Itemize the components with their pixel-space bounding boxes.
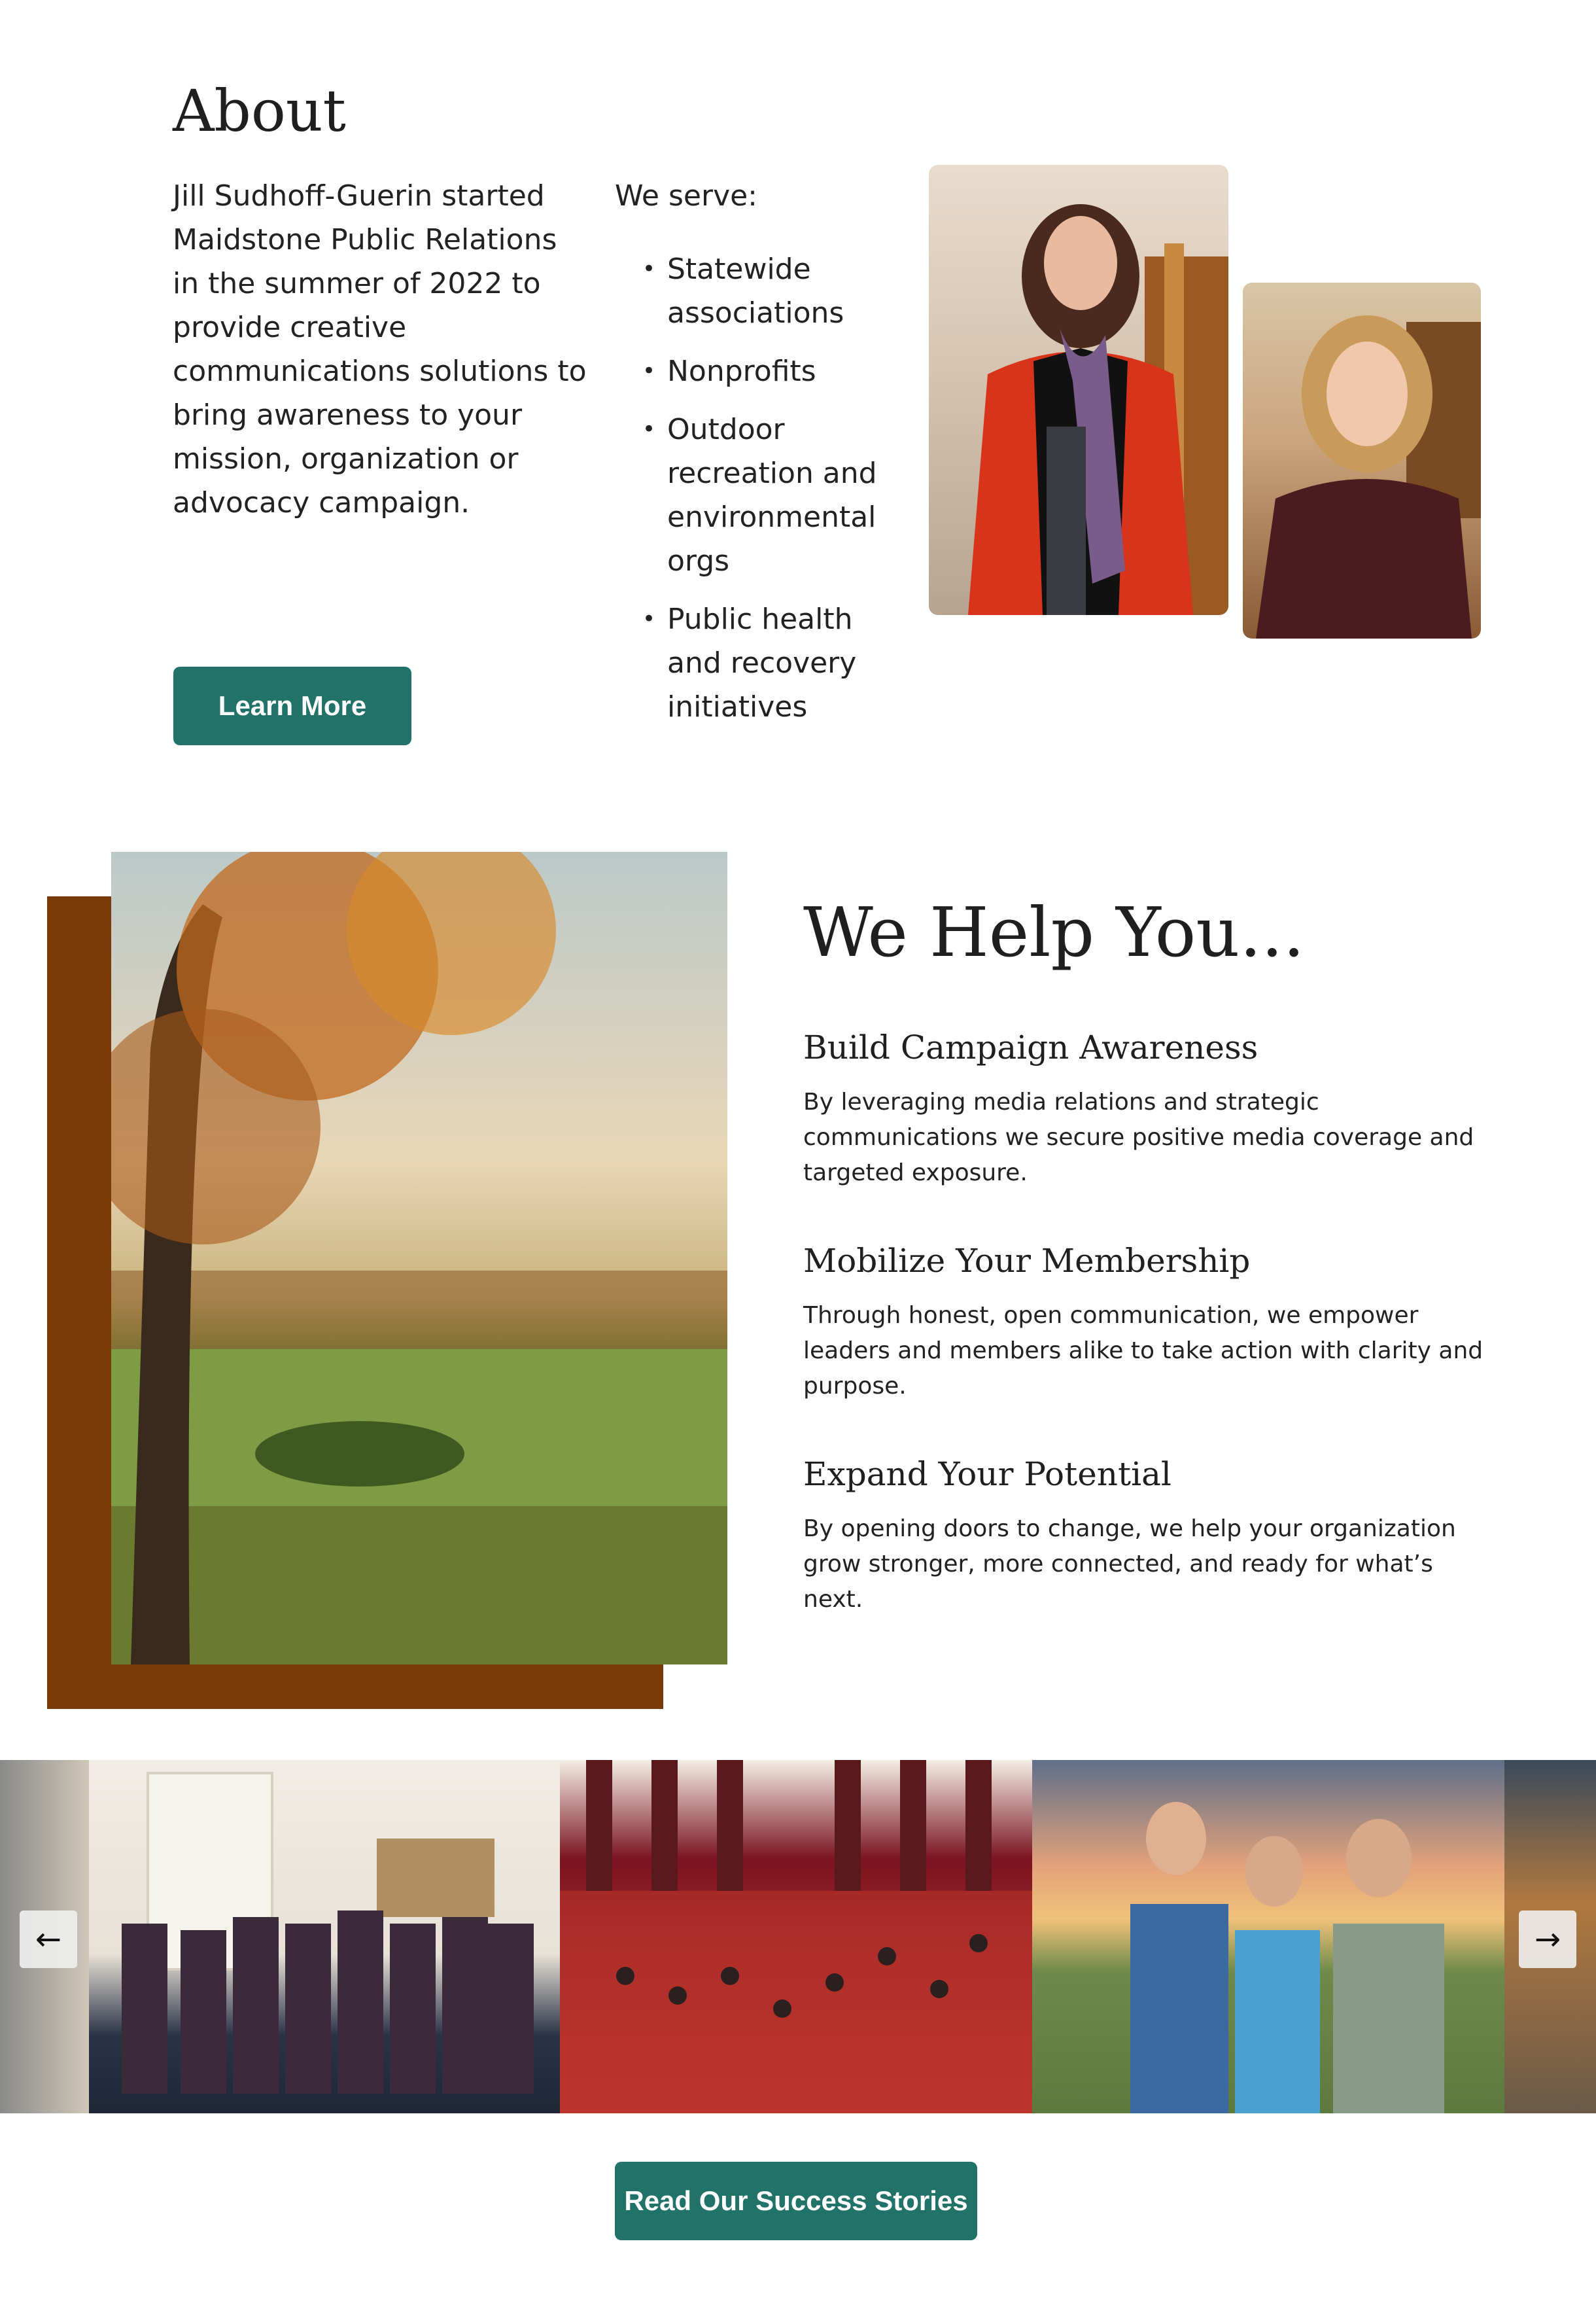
about-description: Jill Sudhoff-Guerin started Maidstone Public Relations in the summer of 2022 to provide creative communications solutions to bring awareness to your mission, organization or advocacy campaign. [173,179,587,519]
portrait-illustration [929,165,1228,615]
arrow-right-icon: → [1534,1921,1561,1958]
portrait-photo-jill [929,165,1228,615]
carousel-next-button[interactable] [1519,1910,1576,1968]
help-heading-awareness: Build Campaign Awareness [803,1029,1258,1066]
serve-item: • Outdoor recreation and environmental orgs [615,408,903,583]
carousel-slide-group-photo [89,1760,560,2113]
arrow-left-icon: ← [35,1921,62,1958]
group-illustration [89,1760,560,2113]
serve-item: • Nonprofits [615,349,903,393]
serve-list [615,247,903,743]
photo-carousel[interactable] [0,1760,1596,2113]
portrait-photo-team-member [1243,283,1481,639]
about-title: About [173,77,346,145]
help-text-potential: By opening doors to change, we help your organization grow stronger, more connected, and ready for what’s next. [803,1515,1456,1613]
learn-more-button[interactable]: Learn More [173,667,411,745]
landscape-illustration [111,852,727,1664]
outdoor-illustration [1032,1760,1504,2113]
help-title: We Help You... [803,892,1305,972]
carousel-prev-button[interactable] [20,1910,77,1968]
autumn-landscape-photo [111,852,727,1664]
serve-item: • Public health and recovery initiatives [615,597,903,729]
legislature-illustration [560,1760,1032,2113]
help-text-awareness: By leveraging media relations and strategic communications we secure positive media coverage and targeted exposure. [803,1089,1474,1186]
read-success-stories-button[interactable]: Read Our Success Stories [615,2162,977,2240]
help-heading-potential: Expand Your Potential [803,1455,1171,1493]
serve-title: We serve: [615,179,758,213]
help-heading-membership: Mobilize Your Membership [803,1242,1251,1280]
serve-item: • Statewide associations [615,247,903,335]
carousel-slide-outdoor-photo [1032,1760,1504,2113]
portrait-illustration [1243,283,1481,639]
help-text-membership: Through honest, open communication, we empower leaders and members alike to take action with clarity and purpose. [803,1302,1483,1400]
carousel-slide-legislature-photo [560,1760,1032,2113]
